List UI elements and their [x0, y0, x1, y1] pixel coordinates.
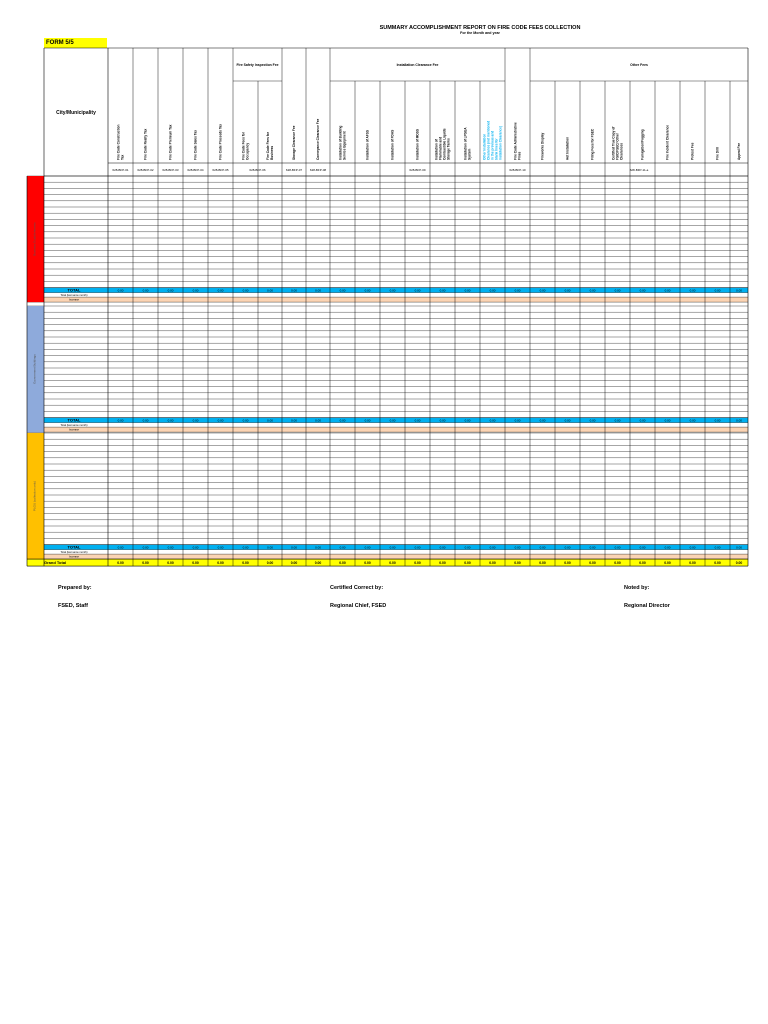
total-cell-value: 0.00 [167, 418, 174, 423]
report-subtitle: For the Month and year [460, 31, 500, 35]
grand-total-value: 0.00 [489, 560, 496, 565]
total-cell-value: 0.00 [242, 418, 249, 423]
column-header: Installation ofFlammable andCombustible LiquidsStorage Tanks [434, 128, 451, 160]
column-header: Storage Clearance Fee [292, 125, 296, 160]
total-cell-value: 0.00 [339, 418, 346, 423]
total-cell-value: 0.00 [142, 545, 149, 550]
total-cell-value: 0.00 [217, 418, 224, 423]
grand-total-value: 0.00 [389, 560, 396, 565]
total-cell-value: 0.00 [315, 288, 321, 293]
total-cell-value: 0.00 [339, 545, 346, 550]
total-cell-value: 0.00 [736, 545, 742, 550]
increase-label: Increase [69, 555, 79, 559]
total-cell-value: 0.00 [736, 418, 742, 423]
column-header: Installation of FDAS [390, 129, 395, 160]
total-cell-value: 0.00 [414, 545, 421, 550]
total-cell-value: 0.00 [539, 418, 546, 423]
grand-total-value: 0.00 [614, 560, 621, 565]
account-code: 628-BFP-08 [309, 168, 327, 172]
account-code: 628-BFP-02 [137, 168, 154, 172]
column-header: Fire Code Realty Tax [143, 128, 148, 160]
column-header: Installation of BuildingService Equipment [338, 125, 347, 160]
total-cell-value: 0.00 [364, 545, 371, 550]
total-row-label: TOTAL [67, 287, 81, 293]
total-cell-value: 0.00 [192, 545, 199, 550]
total-cell-value: 0.00 [689, 288, 696, 293]
grand-total-value: 0.00 [589, 560, 596, 565]
total-cell-value: 0.00 [639, 418, 646, 423]
column-header: Appeal Fee [737, 142, 741, 160]
column-header: Installation of MOSS [415, 129, 420, 160]
total-cell-value: 0.00 [589, 545, 596, 550]
grand-total-value: 0.00 [464, 560, 471, 565]
column-header: Installation of LPGEASystem [463, 127, 472, 160]
account-code: 628-BFP-04 [187, 168, 204, 172]
column-header: Certified True Copy ofFSIC/FSEC/ OtherClearances [611, 126, 624, 160]
total-cell-value: 0.00 [414, 418, 421, 423]
account-code: 628-BFP-10 [509, 168, 526, 172]
grand-total-value: 0.00 [117, 560, 124, 565]
total-cell-value: 0.00 [242, 545, 249, 550]
last-month-label: Total (last same month) [60, 423, 88, 427]
total-cell-value: 0.00 [315, 545, 321, 550]
city-header: City/Municipality [56, 110, 96, 116]
grand-total-value: 0.00 [689, 560, 696, 565]
grand-total-value: 0.00 [514, 560, 521, 565]
total-cell-value: 0.00 [589, 418, 596, 423]
column-header: Conveyance Clearance Fee [316, 118, 320, 160]
column-header: Fire Code Proceeds Tax [218, 123, 223, 160]
total-cell-value: 0.00 [142, 418, 149, 423]
column-header: Installation of AFSS [365, 130, 370, 160]
total-cell-value: 0.00 [291, 545, 297, 550]
account-code: 628-BFP-07 [285, 168, 303, 172]
total-cell-value: 0.00 [514, 545, 521, 550]
total-cell-value: 0.00 [489, 418, 496, 423]
grand-total-value: 0.00 [439, 560, 446, 565]
grand-total-value: 0.00 [714, 560, 721, 565]
prepared-by-label: Prepared by: [58, 585, 92, 591]
report-title: SUMMARY ACCOMPLISHMENT REPORT ON FIRE CODE FEES COLLECTION [379, 25, 581, 31]
certified-by-label: Certified Correct by: [330, 585, 384, 591]
total-cell-value: 0.00 [714, 288, 721, 293]
grand-total-value: 0.00 [266, 560, 274, 565]
total-cell-value: 0.00 [664, 418, 671, 423]
total-row-label: TOTAL [67, 417, 81, 423]
total-cell-value: 0.00 [389, 545, 396, 550]
total-cell-value: 0.00 [117, 545, 124, 550]
total-cell-value: 0.00 [464, 418, 471, 423]
total-cell-value: 0.00 [464, 545, 471, 550]
total-cell-value: 0.00 [639, 545, 646, 550]
total-cell-value: 0.00 [267, 418, 273, 423]
total-cell-value: 0.00 [167, 288, 174, 293]
column-header: Fire Drill [715, 147, 720, 160]
last-month-label: Total (last same month) [60, 293, 88, 297]
increase-row [44, 554, 748, 559]
column-header: Fire Code Fees forOccupancy [241, 132, 250, 160]
total-cell-value: 0.00 [414, 288, 421, 293]
group-header: Installation Clearance Fee [396, 63, 439, 67]
total-cell-value: 0.00 [564, 418, 571, 423]
total-cell-value: 0.00 [364, 418, 371, 423]
grand-total-value: 0.00 [735, 560, 743, 565]
column-header: Other InstallationClearance (not mentionedin the previous andblank lines forinstallation Clearance) [482, 120, 503, 160]
total-cell-value: 0.00 [339, 288, 346, 293]
column-header: Fire Incident Clearance [665, 124, 670, 160]
total-cell-value: 0.00 [639, 288, 646, 293]
section-side-label: Government Buildings [32, 354, 37, 384]
total-row-label: TOTAL [67, 544, 81, 550]
total-cell-value: 0.00 [217, 545, 224, 550]
account-code: 628-BFP-09 [409, 168, 426, 172]
grand-total-value: 0.00 [564, 560, 571, 565]
total-cell-value: 0.00 [614, 288, 621, 293]
total-cell-value: 0.00 [389, 418, 396, 423]
grand-total-value: 0.00 [192, 560, 199, 565]
total-cell-value: 0.00 [689, 545, 696, 550]
total-cell-value: 0.00 [291, 418, 297, 423]
total-cell-value: 0.00 [364, 288, 371, 293]
grand-total-value: 0.00 [314, 560, 322, 565]
total-cell-value: 0.00 [267, 288, 273, 293]
increase-row [44, 427, 748, 432]
total-cell-value: 0.00 [439, 545, 446, 550]
total-cell-value: 0.00 [489, 545, 496, 550]
account-code: 628-BFP-01 [112, 168, 129, 172]
account-code: 628-BFP-03 [162, 168, 179, 172]
total-cell-value: 0.00 [664, 288, 671, 293]
grand-total-value: 0.00 [142, 560, 149, 565]
grand-total-value: 0.00 [167, 560, 174, 565]
total-cell-value: 0.00 [614, 545, 621, 550]
column-header: Fumigation/Fogging [640, 129, 645, 160]
column-header: Fireworks Display [540, 132, 545, 160]
grand-total-value: 0.00 [242, 560, 249, 565]
total-cell-value: 0.00 [389, 288, 396, 293]
grand-total-value: 0.00 [290, 560, 298, 565]
grand-total-value: 0.00 [217, 560, 224, 565]
noted-role: Regional Director [624, 603, 670, 609]
total-cell-value: 0.00 [539, 545, 546, 550]
certified-role: Regional Chief, FSED [330, 603, 387, 609]
total-cell-value: 0.00 [267, 545, 273, 550]
total-cell-value: 0.00 [439, 418, 446, 423]
total-cell-value: 0.00 [514, 288, 521, 293]
grand-total-value: 0.00 [364, 560, 371, 565]
total-cell-value: 0.00 [192, 418, 199, 423]
total-cell-value: 0.00 [117, 418, 124, 423]
total-cell-value: 0.00 [167, 545, 174, 550]
section-side-label: PLGU (collection only) [32, 481, 37, 511]
total-cell-value: 0.00 [464, 288, 471, 293]
column-header: Protest Fee [690, 142, 695, 160]
total-cell-value: 0.00 [614, 418, 621, 423]
column-header: Filing Fees for FSEC [590, 128, 595, 160]
column-header: Fire Code ConstructionTax [116, 124, 125, 160]
grand-total-value: 0.00 [664, 560, 671, 565]
total-cell-value: 0.00 [736, 288, 742, 293]
total-cell-value: 0.00 [315, 418, 321, 423]
column-header: Fire Code Fees forBusiness [266, 132, 274, 160]
increase-label: Increase [69, 298, 79, 302]
grand-total-value: 0.00 [339, 560, 346, 565]
total-cell-value: 0.00 [689, 418, 696, 423]
section-side-label: Business Establishments [32, 222, 37, 256]
account-code: 628-BFP-05 [212, 168, 229, 172]
column-header: Fire Code AdministrativeFines [513, 122, 522, 160]
total-cell-value: 0.00 [564, 545, 571, 550]
grand-total-value: 0.00 [639, 560, 646, 565]
total-cell-value: 0.00 [539, 288, 546, 293]
total-cell-value: 0.00 [142, 288, 149, 293]
column-header: Fire Code Premium Tax [168, 124, 173, 160]
account-code: 628-BFP-11-a [629, 168, 649, 172]
form-label: FORM 5/5 [44, 38, 107, 48]
prepared-role: FSED, Staff [58, 603, 88, 609]
total-cell-value: 0.00 [514, 418, 521, 423]
total-cell-value: 0.00 [192, 288, 199, 293]
total-cell-value: 0.00 [714, 545, 721, 550]
group-header: Other Fees [630, 63, 648, 67]
total-cell-value: 0.00 [291, 288, 297, 293]
grand-total-label: Grand Total [44, 560, 67, 566]
total-cell-value: 0.00 [589, 288, 596, 293]
increase-row [44, 297, 748, 302]
last-month-label: Total (last same month) [60, 550, 88, 554]
total-cell-value: 0.00 [217, 288, 224, 293]
noted-by-label: Noted by: [624, 585, 650, 591]
group-header: Fire Safety Inspection Fee [236, 63, 279, 67]
total-cell-value: 0.00 [664, 545, 671, 550]
increase-label: Increase [69, 428, 79, 432]
column-header: Fire Code Sales Tax [193, 129, 198, 160]
grand-total-value: 0.00 [414, 560, 421, 565]
total-cell-value: 0.00 [242, 288, 249, 293]
grand-total-value: 0.00 [539, 560, 546, 565]
total-cell-value: 0.00 [714, 418, 721, 423]
total-cell-value: 0.00 [564, 288, 571, 293]
total-cell-value: 0.00 [117, 288, 124, 293]
account-code: 628-BFP-06 [249, 168, 266, 172]
total-cell-value: 0.00 [439, 288, 446, 293]
column-header: Hot Installation [565, 136, 570, 160]
total-cell-value: 0.00 [489, 288, 496, 293]
